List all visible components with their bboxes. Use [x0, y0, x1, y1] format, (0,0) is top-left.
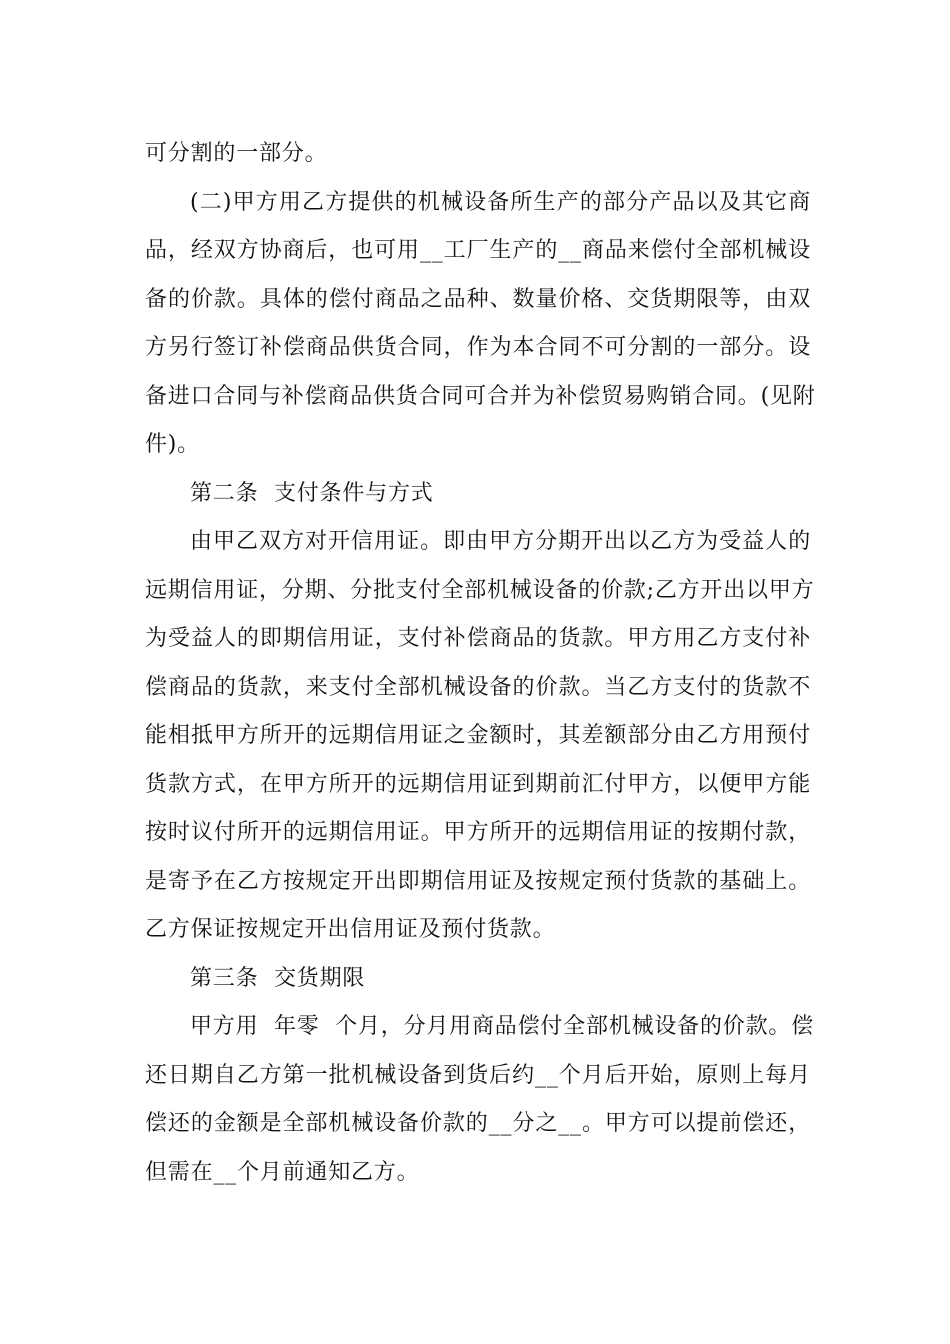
text-line: 由甲乙双方对开信用证。即由甲方分期开出以乙方为受益人的	[190, 529, 811, 554]
text-line: 甲方用 年零 个月，分月用商品偿付全部机械设备的价款。偿	[190, 1014, 814, 1039]
text-line: 偿商品的货款，来支付全部机械设备的价款。当乙方支付的货款不	[145, 674, 811, 700]
text-line: 但需在__个月前通知乙方。	[145, 1159, 420, 1185]
text-line: 按时议付所开的远期信用证。甲方所开的远期信用证的按期付款，	[145, 820, 811, 845]
section-heading: 第二条 支付条件与方式	[190, 480, 434, 506]
text-line: 是寄予在乙方按规定开出即期信用证及按规定预付货款的基础上。	[145, 868, 811, 894]
text-line: 还日期自乙方第一批机械设备到货后约__个月后开始，原则上每月	[145, 1062, 811, 1088]
text-line: 远期信用证，分期、分批支付全部机械设备的价款;乙方开出以甲方	[145, 577, 815, 603]
text-line: 方另行签订补偿商品供货合同，作为本合同不可分割的一部分。设	[145, 335, 811, 360]
text-line: 为受益人的即期信用证，支付补偿商品的货款。甲方用乙方支付补	[145, 626, 811, 651]
text-line: 货款方式，在甲方所开的远期信用证到期前汇付甲方，以便甲方能	[145, 771, 811, 797]
document-body	[145, 130, 816, 1197]
text-line: 乙方保证按规定开出信用证及预付货款。	[145, 917, 556, 942]
text-line: 备的价款。具体的偿付商品之品种、数量价格、交货期限等，由双	[145, 286, 811, 312]
text-line: 能相抵甲方所开的远期信用证之金额时，其差额部分由乙方用预付	[145, 723, 811, 748]
text-line: 可分割的一部分。	[145, 141, 328, 166]
text-line: (二)甲方用乙方提供的机械设备所生产的部分产品以及其它商	[190, 189, 811, 215]
section-heading: 第三条 交货期限	[190, 965, 366, 991]
text-line: 备进口合同与补偿商品供货合同可合并为补偿贸易购销合同。(见附	[145, 383, 816, 409]
text-line: 件)。	[145, 432, 200, 457]
text-line: 品，经双方协商后，也可用__工厂生产的__商品来偿付全部机械设	[145, 238, 811, 263]
text-line: 偿还的金额是全部机械设备价款的__分之__。甲方可以提前偿还，	[145, 1111, 811, 1136]
